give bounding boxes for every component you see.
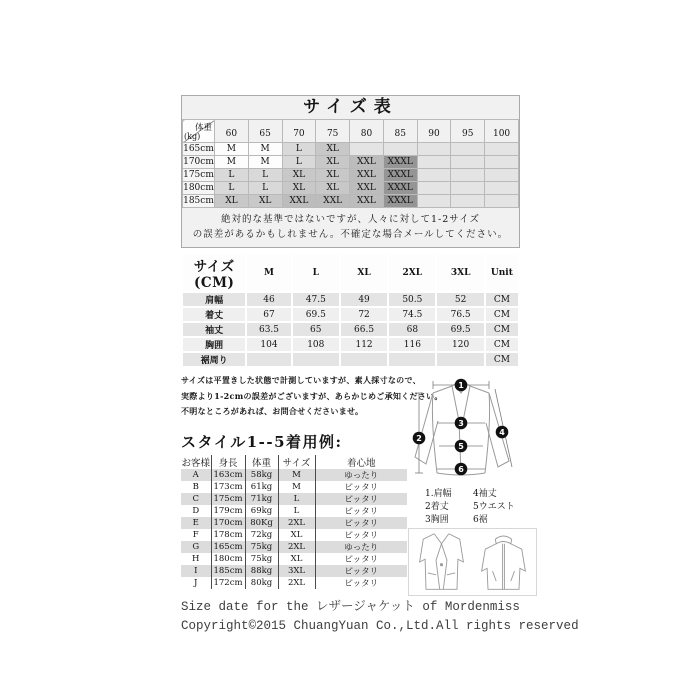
size-grid-row (183, 195, 519, 208)
size-cell: XXXL (383, 182, 417, 195)
size-chart-block (181, 95, 520, 248)
measurement-row-label: 裾周り (182, 352, 246, 367)
size-chart-note-line1: 絶対的な基準ではないですが、人々に対して1-2サイズ (220, 214, 481, 225)
size-cell (485, 182, 519, 195)
height-row-header: 185cm (183, 196, 214, 206)
size-cell: XL (248, 195, 282, 208)
size-cell: XXXL (383, 195, 417, 208)
measurement-value: 76.5 (436, 307, 484, 322)
customer-cell: 179cm (211, 505, 245, 517)
size-cell (451, 169, 485, 182)
measurement-row (182, 322, 519, 337)
diagram-column (408, 373, 538, 596)
customer-cell: ピッタリ (315, 517, 407, 529)
customer-cell: ピッタリ (315, 481, 407, 493)
measurement-value: 47.5 (292, 292, 340, 307)
size-cell: XL (282, 182, 316, 195)
customer-cell: D (192, 505, 200, 516)
customers-header-row (181, 455, 407, 469)
measurement-value: 120 (436, 337, 484, 352)
size-cell: XXXL (383, 156, 417, 169)
measurement-value: 108 (292, 337, 340, 352)
size-cell: XXL (316, 195, 350, 208)
customer-cell: E (192, 517, 199, 528)
weight-header-row (183, 120, 519, 143)
size-cell: XL (215, 195, 249, 208)
customer-cell: ピッタリ (315, 493, 407, 505)
measurement-col-header: XL (340, 254, 388, 292)
footer-copyright: Copyright©2015 ChuangYuan Co.,Ltd.All rights reserved (181, 618, 579, 633)
customer-cell: ピッタリ (315, 565, 407, 577)
size-cell: XXXL (383, 169, 417, 182)
size-grid-table (182, 119, 519, 208)
customer-cell: G (192, 541, 200, 552)
customer-cell: B (192, 481, 199, 492)
weight-col-header: 85 (383, 120, 417, 143)
size-cell: XXL (350, 156, 384, 169)
size-cell (383, 143, 417, 156)
size-cell: L (248, 169, 282, 182)
weight-col-header: 75 (316, 120, 350, 143)
customer-cell: 173cm (211, 481, 245, 493)
size-cell (485, 143, 519, 156)
size-cell (485, 195, 519, 208)
size-grid-body (183, 120, 519, 208)
diagram-legend-item: 6裾 (473, 515, 488, 525)
customer-row (181, 553, 407, 565)
size-cell: XXL (282, 195, 316, 208)
customer-cell: ピッタリ (315, 553, 407, 565)
footer-size-note: Size date for the レザージャケット of Mordenmiss (181, 600, 520, 614)
size-cell (485, 169, 519, 182)
size-cell (417, 143, 451, 156)
weight-height-corner-cell (183, 120, 215, 143)
measurement-value (388, 352, 436, 367)
measuring-note-line3: 不明なところがあれば、お問合せくださいませ。 (181, 406, 364, 416)
size-cell: L (215, 182, 249, 195)
size-cell (451, 195, 485, 208)
measurement-row (182, 307, 519, 322)
customer-cell: 58kg (245, 469, 278, 481)
size-cell: M (215, 156, 249, 169)
customer-cell: H (192, 553, 200, 564)
customer-row (181, 541, 407, 553)
jacket-measurement-diagram-icon (408, 373, 537, 481)
size-cell: XXL (350, 169, 384, 182)
customer-row (181, 481, 407, 493)
height-row-header: 175cm (183, 170, 214, 180)
zip-jacket-icon (475, 531, 532, 593)
measuring-note-line2: 実際より1-2cmの誤差がございますが、あらかじめご承知ください。 (181, 390, 443, 401)
customer-cell: A (192, 469, 199, 480)
diagram-legend-item: 5ウエスト (473, 502, 515, 512)
measurement-row-label: 袖丈 (182, 322, 246, 337)
size-cell: M (248, 143, 282, 156)
examples-block (181, 373, 539, 593)
size-cell: XXL (350, 195, 384, 208)
height-row-header: 180cm (183, 183, 214, 193)
customer-cell: 2XL (278, 577, 315, 589)
size-cell (417, 182, 451, 195)
customer-cell: 2XL (278, 517, 315, 529)
size-cell: XL (316, 143, 350, 156)
measurement-value: 63.5 (246, 322, 291, 337)
size-cell: L (248, 182, 282, 195)
customer-cell: M (278, 481, 315, 493)
measurement-col-header: 3XL (436, 254, 484, 292)
customer-cell: 75kg (245, 553, 278, 565)
measurement-unit: CM (485, 292, 519, 307)
height-row-header: 170cm (183, 157, 214, 167)
measurement-value (340, 352, 388, 367)
size-cell: XL (282, 169, 316, 182)
customer-cell: XL (278, 529, 315, 541)
marker-5: 5 (458, 441, 464, 451)
measurement-unit: CM (485, 352, 519, 367)
customer-row (181, 493, 407, 505)
customer-cell: ピッタリ (315, 529, 407, 541)
measuring-note-line1: サイズは平置きした状態で計測していますが、素人採寸なので、 (181, 375, 421, 385)
customers-col-header: 体重 (245, 455, 278, 469)
measurement-value: 65 (292, 322, 340, 337)
measurements-block (181, 253, 520, 368)
size-cell: L (282, 156, 316, 169)
customer-cell: 185cm (211, 565, 245, 577)
measurement-value: 69.5 (436, 322, 484, 337)
customer-cell: M (278, 469, 315, 481)
customer-cell: 72kg (245, 529, 278, 541)
customer-cell: 165cm (211, 541, 245, 553)
measurement-row (182, 292, 519, 307)
size-cell (350, 143, 384, 156)
measurement-value: 67 (246, 307, 291, 322)
jacket-style-images (408, 528, 537, 596)
measurement-value: 116 (388, 337, 436, 352)
size-cell: L (282, 143, 316, 156)
size-grid-row (183, 169, 519, 182)
measurement-col-header: サイズ(CM) (182, 254, 246, 292)
marker-1: 1 (458, 380, 464, 390)
footer (181, 598, 579, 635)
customer-cell: 175cm (211, 493, 245, 505)
measurement-col-header: L (292, 254, 340, 292)
customer-cell: 3XL (278, 565, 315, 577)
measurement-value: 49 (340, 292, 388, 307)
customer-cell: 178cm (211, 529, 245, 541)
customers-col-header: お客様 (181, 455, 211, 469)
customer-cell: 71kg (245, 493, 278, 505)
customer-cell: C (192, 493, 199, 504)
weight-col-header: 95 (451, 120, 485, 143)
customer-cell: 88kg (245, 565, 278, 577)
customer-cell: 163cm (211, 469, 245, 481)
marker-2: 2 (416, 433, 422, 443)
customer-cell: 80Kg (245, 517, 278, 529)
diagram-legend-item: 2着丈 (425, 502, 449, 512)
diagram-legend-item: 1.肩幅 (425, 489, 452, 499)
measurement-row-label: 肩幅 (182, 292, 246, 307)
measurement-row-label: 胸囲 (182, 337, 246, 352)
size-cell (417, 195, 451, 208)
customer-cell: 80kg (245, 577, 278, 589)
customers-table (181, 455, 407, 589)
measurements-header-row (182, 254, 519, 292)
customer-cell: 75kg (245, 541, 278, 553)
measurements-body (182, 254, 519, 367)
blazer-jacket-icon (413, 531, 470, 593)
customer-cell: J (194, 577, 198, 588)
height-row-header: 165cm (183, 144, 214, 154)
measurement-value (292, 352, 340, 367)
customer-row (181, 517, 407, 529)
size-cell: XL (316, 156, 350, 169)
corner-weight-label: 体重 (194, 123, 212, 133)
size-grid-row (183, 143, 519, 156)
measurement-col-header: M (246, 254, 291, 292)
measurement-row-label: 着丈 (182, 307, 246, 322)
weight-col-header: 70 (282, 120, 316, 143)
marker-6: 6 (458, 464, 464, 474)
customer-row (181, 469, 407, 481)
customer-cell: F (192, 529, 199, 540)
size-cell (451, 182, 485, 195)
measurement-value: 52 (436, 292, 484, 307)
weight-col-header: 90 (417, 120, 451, 143)
measurement-value (436, 352, 484, 367)
measurement-value: 68 (388, 322, 436, 337)
measurement-value (246, 352, 291, 367)
marker-4: 4 (499, 427, 505, 437)
customers-col-header: サイズ (278, 455, 315, 469)
measurement-col-header: 2XL (388, 254, 436, 292)
size-cell (485, 156, 519, 169)
measurement-value: 66.5 (340, 322, 388, 337)
customer-cell: 180cm (211, 553, 245, 565)
size-cell (417, 169, 451, 182)
diagram-legend-item: 3胸囲 (425, 515, 449, 525)
size-cell: M (248, 156, 282, 169)
weight-col-header: 100 (485, 120, 519, 143)
size-grid-row (183, 182, 519, 195)
customer-cell: I (194, 565, 198, 576)
customer-cell: 61kg (245, 481, 278, 493)
measurement-col-header: Unit (485, 254, 519, 292)
size-cell: XXL (350, 182, 384, 195)
measurement-unit: CM (485, 307, 519, 322)
measurement-value: 74.5 (388, 307, 436, 322)
measurement-value: 72 (340, 307, 388, 322)
measurement-value: 104 (246, 337, 291, 352)
size-chart-note-line2: の誤差があるかもしれません。不確定な場合メールしてください。 (192, 229, 509, 240)
measurement-value: 69.5 (292, 307, 340, 322)
customer-cell: 69kg (245, 505, 278, 517)
measurement-unit: CM (485, 337, 519, 352)
weight-col-header: 65 (248, 120, 282, 143)
customer-cell: ピッタリ (315, 577, 407, 589)
customers-col-header: 着心地 (315, 455, 407, 469)
diagram-legend-item: 4袖丈 (473, 489, 497, 499)
customer-cell: L (278, 493, 315, 505)
customer-cell: ピッタリ (315, 505, 407, 517)
size-cell: L (215, 169, 249, 182)
measurement-unit: CM (485, 322, 519, 337)
customer-cell: ゆったり (315, 469, 407, 481)
style-examples-heading: スタイル1--5着用例: (181, 432, 343, 451)
customer-cell: L (278, 505, 315, 517)
size-chart-note (182, 208, 519, 247)
size-chart-title: サイズ表 (303, 97, 398, 117)
customer-row (181, 577, 407, 589)
size-cell: M (215, 143, 249, 156)
customer-cell: 170cm (211, 517, 245, 529)
customer-row (181, 505, 407, 517)
size-cell (417, 156, 451, 169)
measurement-value: 112 (340, 337, 388, 352)
size-chart-image (181, 95, 579, 635)
corner-kg-label: (kg) (184, 132, 201, 141)
size-cell (451, 143, 485, 156)
measurements-table (181, 253, 520, 368)
size-cell: XL (316, 182, 350, 195)
customer-cell: ゆったり (315, 541, 407, 553)
measurement-value: 50.5 (388, 292, 436, 307)
customer-row (181, 565, 407, 577)
customers-body (181, 455, 407, 589)
size-cell: XL (316, 169, 350, 182)
customer-cell: XL (278, 553, 315, 565)
diagram-legend (425, 486, 538, 525)
size-grid-row (183, 156, 519, 169)
measurement-value: 46 (246, 292, 291, 307)
measurement-row (182, 352, 519, 367)
weight-col-header: 60 (215, 120, 249, 143)
weight-col-header: 80 (350, 120, 384, 143)
marker-3: 3 (458, 418, 464, 428)
customer-cell: 172cm (211, 577, 245, 589)
customer-cell: 2XL (278, 541, 315, 553)
customer-row (181, 529, 407, 541)
size-cell (451, 156, 485, 169)
customers-col-header: 身長 (211, 455, 245, 469)
measurement-row (182, 337, 519, 352)
